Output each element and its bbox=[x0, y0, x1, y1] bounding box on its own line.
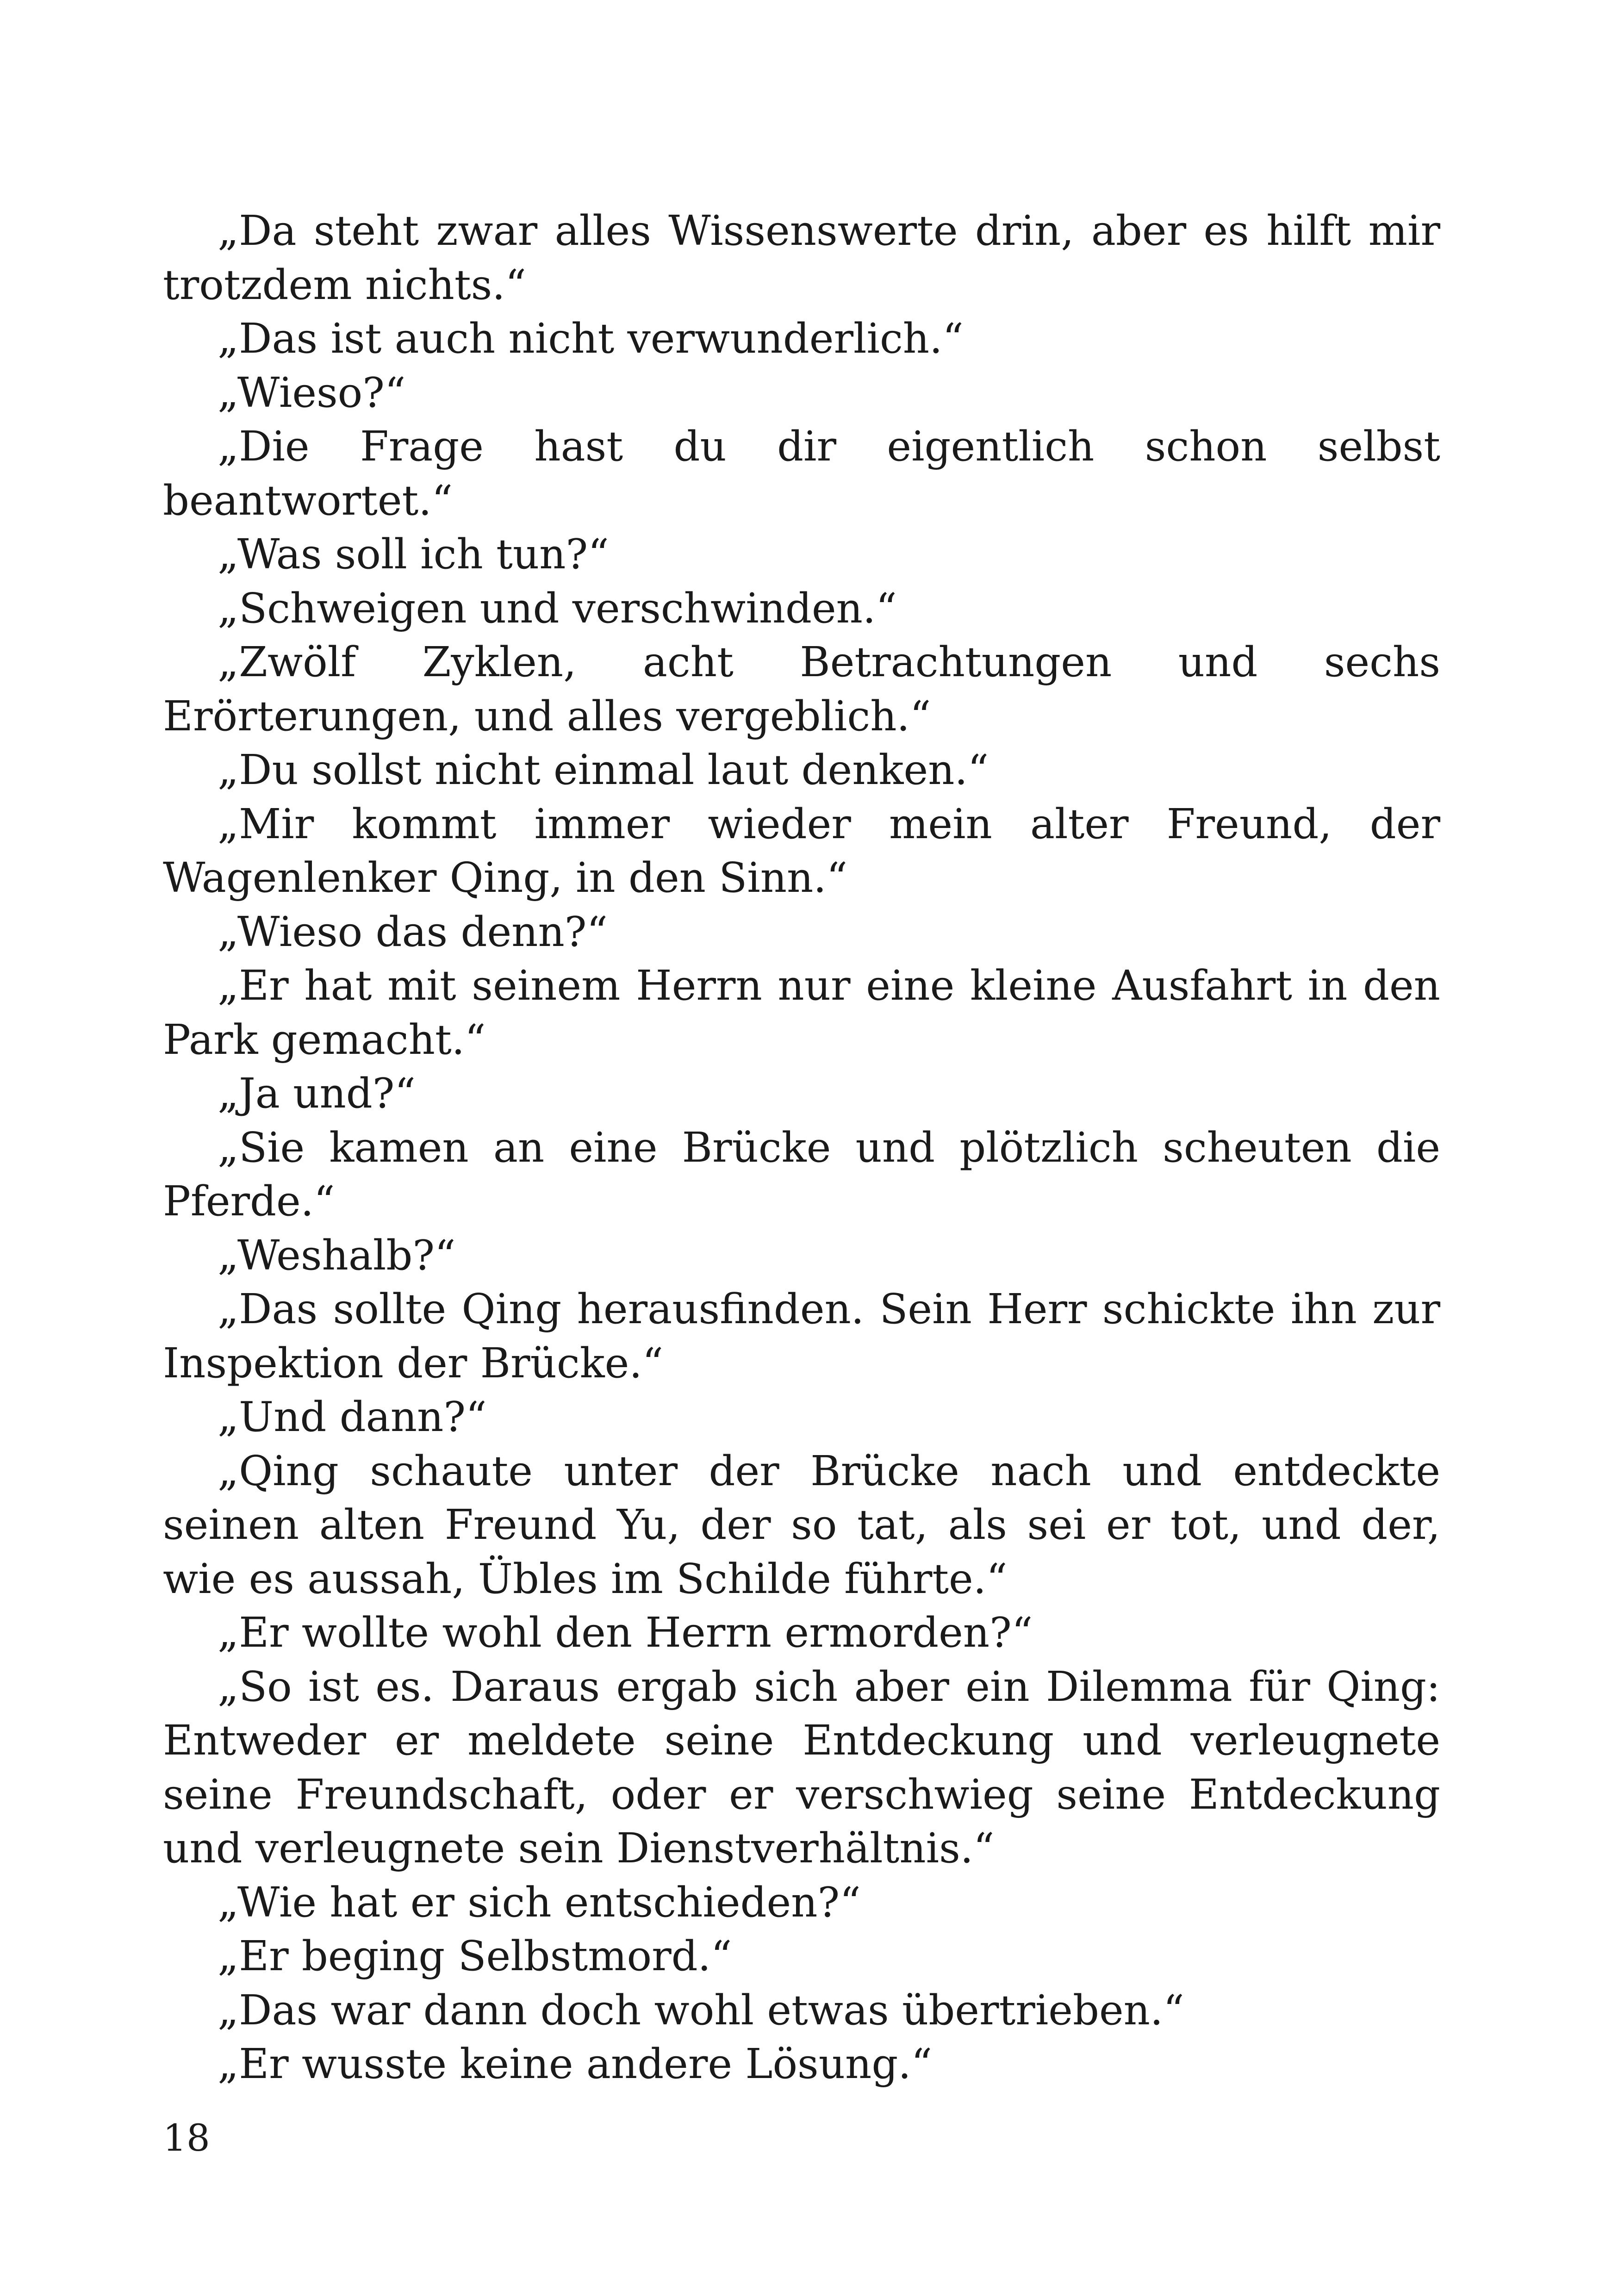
paragraph-3: „Wieso?“ bbox=[218, 368, 406, 417]
paragraph-7: „Zwölf Zyklen, acht Betrachtungen und sechs Erörterungen, und alles vergeblich.“ bbox=[163, 638, 1440, 740]
paragraph-15: „Das sollte Qing herausfinden. Sein Herr schickte ihn zur Inspektion der Brücke.“ bbox=[163, 1285, 1440, 1387]
paragraph-22: „Das war dann doch wohl etwas übertrieben.“ bbox=[218, 1985, 1184, 2034]
paragraph-5: „Was soll ich tun?“ bbox=[218, 530, 609, 578]
paragraph-10: „Wieso das denn?“ bbox=[218, 907, 608, 956]
paragraph-17: „Qing schaute unter der Brücke nach und entdeckte seinen alten Freund Yu, der so tat, als sei er tot, und der, wie es aussah, Übles im Schilde führte.“ bbox=[163, 1446, 1440, 1603]
paragraph-18: „Er wollte wohl den Herrn ermorden?“ bbox=[218, 1608, 1033, 1656]
paragraph-21: „Er beging Selbstmord.“ bbox=[218, 1932, 732, 1980]
paragraph-11: „Er hat mit seinem Herrn nur eine kleine Ausfahrt in den Park gemacht.“ bbox=[163, 961, 1440, 1064]
paragraph-1: „Da steht zwar alles Wissenswerte drin, aber es hilft mir trotzdem nichts.“ bbox=[163, 206, 1440, 309]
paragraph-16: „Und dann?“ bbox=[218, 1393, 487, 1441]
paragraph-13: „Sie kamen an eine Brücke und plötzlich scheuten die Pferde.“ bbox=[163, 1123, 1440, 1225]
paragraph-6: „Schweigen und verschwinden.“ bbox=[218, 584, 897, 632]
paragraph-14: „Weshalb?“ bbox=[218, 1231, 456, 1279]
paragraph-19: „So ist es. Daraus ergab sich aber ein Dilemma für Qing: Entweder er meldete seine Entdeckung und verleugnete seine Freundschaft, oder er verschwieg seine Entdeckung und verleugnete sein Dienstverhältnis.“ bbox=[163, 1662, 1440, 1872]
paragraph-12: „Ja und?“ bbox=[218, 1069, 416, 1117]
paragraph-2: „Das ist auch nicht verwunderlich.“ bbox=[218, 314, 964, 362]
dialogue-text bbox=[163, 204, 1440, 2091]
paragraph-8: „Du sollst nicht einmal laut denken.“ bbox=[218, 746, 989, 794]
paragraph-23: „Er wusste keine andere Lösung.“ bbox=[218, 2040, 933, 2088]
page-number: 18 bbox=[163, 2116, 210, 2159]
paragraph-9: „Mir kommt immer wieder mein alter Freund, der Wagenlenker Qing, in den Sinn.“ bbox=[163, 799, 1440, 902]
paragraph-20: „Wie hat er sich entschieden?“ bbox=[218, 1878, 861, 1926]
paragraph-4: „Die Frage hast du dir eigentlich schon selbst beantwortet.“ bbox=[163, 422, 1440, 524]
